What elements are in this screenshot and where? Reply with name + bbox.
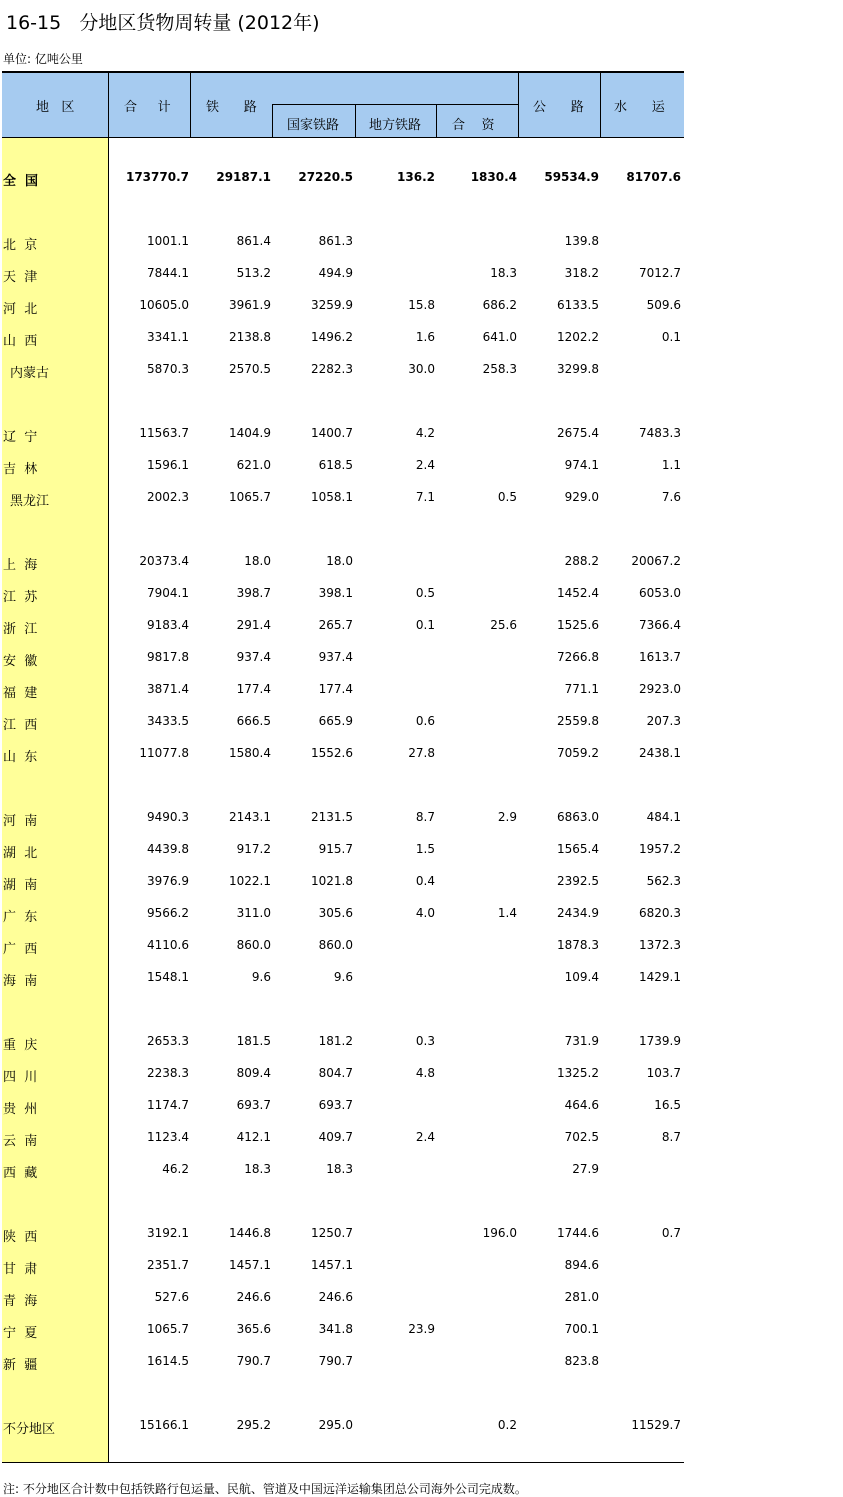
table-row [0, 618, 684, 638]
cell-region: 辽 宁 [3, 430, 38, 445]
cell-rail: 311.0 [236, 906, 271, 920]
cell-water: 7012.7 [639, 266, 681, 280]
table-row [0, 170, 684, 190]
table-row [0, 266, 684, 286]
cell-total: 1001.1 [147, 234, 189, 248]
cell-local-rail: 136.2 [397, 170, 435, 184]
cell-national-rail: 341.8 [318, 1322, 353, 1336]
table-row [0, 746, 684, 766]
cell-road: 1565.4 [557, 842, 599, 856]
cell-total: 15166.1 [139, 1418, 189, 1432]
table-row [0, 330, 684, 350]
cell-total: 9183.4 [147, 618, 189, 632]
table-row [0, 682, 684, 702]
cell-local-rail: 0.3 [415, 1034, 435, 1048]
cell-local-rail: 7.1 [415, 490, 435, 504]
cell-water: 7.6 [661, 490, 681, 504]
cell-rail: 917.2 [236, 842, 271, 856]
cell-water: 2438.1 [639, 746, 681, 760]
cell-road: 1325.2 [557, 1066, 599, 1080]
cell-region: 天 津 [3, 270, 38, 285]
cell-joint: 18.3 [490, 266, 517, 280]
cell-rail: 937.4 [236, 650, 271, 664]
cell-national-rail: 177.4 [318, 682, 353, 696]
cell-rail: 790.7 [236, 1354, 271, 1368]
table-row [0, 1226, 684, 1246]
cell-water: 1739.9 [639, 1034, 681, 1048]
table-row [0, 1066, 684, 1086]
table-row [0, 650, 684, 670]
cell-rail: 809.4 [236, 1066, 271, 1080]
table-row [0, 874, 684, 894]
cell-rail: 9.6 [251, 970, 271, 984]
cell-rail: 291.4 [236, 618, 271, 632]
cell-national-rail: 1496.2 [311, 330, 353, 344]
cell-local-rail: 4.2 [415, 426, 435, 440]
cell-national-rail: 860.0 [318, 938, 353, 952]
cell-total: 7904.1 [147, 586, 189, 600]
cell-water: 207.3 [646, 714, 681, 728]
cell-total: 3871.4 [147, 682, 189, 696]
table-row [0, 1098, 684, 1118]
cell-total: 5870.3 [147, 362, 189, 376]
cell-water: 1613.7 [639, 650, 681, 664]
cell-region: 山 西 [3, 334, 38, 349]
cell-rail: 177.4 [236, 682, 271, 696]
table-bottom-border [2, 1462, 684, 1463]
header-divider [190, 73, 191, 138]
cell-national-rail: 9.6 [333, 970, 353, 984]
cell-national-rail: 1457.1 [311, 1258, 353, 1272]
cell-local-rail: 0.1 [415, 618, 435, 632]
cell-rail: 1022.1 [229, 874, 271, 888]
table-row [0, 970, 684, 990]
header-region: 地 区 [36, 100, 75, 115]
cell-road: 702.5 [564, 1130, 599, 1144]
cell-local-rail: 4.0 [415, 906, 435, 920]
cell-road: 700.1 [564, 1322, 599, 1336]
cell-road: 1878.3 [557, 938, 599, 952]
cell-region: 贵 州 [3, 1102, 38, 1117]
cell-total: 1548.1 [147, 970, 189, 984]
cell-region: 上 海 [3, 558, 38, 573]
table-row [0, 1322, 684, 1342]
cell-rail: 2570.5 [229, 362, 271, 376]
cell-road: 929.0 [564, 490, 599, 504]
cell-rail: 3961.9 [229, 298, 271, 312]
cell-rail: 621.0 [236, 458, 271, 472]
cell-rail: 861.4 [236, 234, 271, 248]
cell-rail: 693.7 [236, 1098, 271, 1112]
cell-national-rail: 937.4 [318, 650, 353, 664]
cell-joint: 1830.4 [470, 170, 517, 184]
cell-joint: 2.9 [497, 810, 517, 824]
cell-local-rail: 2.4 [415, 458, 435, 472]
cell-region: 安 徽 [3, 654, 38, 669]
cell-region: 甘 肃 [3, 1262, 38, 1277]
table-row [0, 554, 684, 574]
cell-water: 6053.0 [639, 586, 681, 600]
cell-region: 全 国 [3, 174, 39, 189]
cell-water: 0.7 [661, 1226, 681, 1240]
header-total: 合 计 [124, 100, 171, 115]
cell-rail: 1404.9 [229, 426, 271, 440]
cell-road: 2392.5 [557, 874, 599, 888]
cell-joint: 25.6 [490, 618, 517, 632]
cell-region: 西 藏 [3, 1166, 38, 1181]
cell-local-rail: 0.6 [415, 714, 435, 728]
cell-joint: 686.2 [482, 298, 517, 312]
cell-road: 139.8 [564, 234, 599, 248]
table-row [0, 906, 684, 926]
cell-national-rail: 409.7 [318, 1130, 353, 1144]
cell-national-rail: 295.0 [318, 1418, 353, 1432]
cell-national-rail: 18.3 [326, 1162, 353, 1176]
table-row [0, 842, 684, 862]
cell-local-rail: 23.9 [408, 1322, 435, 1336]
cell-rail: 295.2 [236, 1418, 271, 1432]
table-row [0, 362, 684, 382]
table-row [0, 234, 684, 254]
cell-road: 288.2 [564, 554, 599, 568]
cell-region: 黑龙江 [10, 494, 50, 509]
cell-rail: 666.5 [236, 714, 271, 728]
cell-water: 7483.3 [639, 426, 681, 440]
cell-local-rail: 2.4 [415, 1130, 435, 1144]
page-title: 16-15 分地区货物周转量 (2012年) [6, 12, 320, 34]
header-divider [436, 104, 437, 138]
cell-joint: 641.0 [482, 330, 517, 344]
cell-total: 2653.3 [147, 1034, 189, 1048]
cell-total: 10605.0 [139, 298, 189, 312]
cell-rail: 18.3 [244, 1162, 271, 1176]
table-row [0, 298, 684, 318]
cell-total: 1596.1 [147, 458, 189, 472]
cell-total: 2002.3 [147, 490, 189, 504]
cell-region: 江 苏 [3, 590, 38, 605]
cell-road: 1202.2 [557, 330, 599, 344]
cell-water: 1429.1 [639, 970, 681, 984]
cell-national-rail: 665.9 [318, 714, 353, 728]
cell-region: 四 川 [3, 1070, 38, 1085]
cell-region: 浙 江 [3, 622, 38, 637]
cell-total: 4110.6 [147, 938, 189, 952]
cell-total: 3433.5 [147, 714, 189, 728]
cell-region: 江 西 [3, 718, 38, 733]
cell-local-rail: 0.4 [415, 874, 435, 888]
header-joint: 合 资 [452, 118, 495, 133]
cell-region: 陕 西 [3, 1230, 38, 1245]
cell-local-rail: 4.8 [415, 1066, 435, 1080]
cell-region: 不分地区 [3, 1422, 56, 1437]
cell-national-rail: 1250.7 [311, 1226, 353, 1240]
cell-total: 20373.4 [139, 554, 189, 568]
cell-total: 9566.2 [147, 906, 189, 920]
table-row [0, 1354, 684, 1374]
footnote: 注: 不分地区合计数中包括铁路行包运量、民航、管道及中国远洋运输集团总公司海外公司完成数。 [3, 1482, 527, 1496]
header-water: 水 运 [614, 100, 665, 115]
cell-region: 内蒙古 [10, 366, 50, 381]
cell-region: 宁 夏 [3, 1326, 38, 1341]
cell-total: 3341.1 [147, 330, 189, 344]
cell-total: 1174.7 [147, 1098, 189, 1112]
cell-total: 1614.5 [147, 1354, 189, 1368]
cell-national-rail: 804.7 [318, 1066, 353, 1080]
cell-road: 6863.0 [557, 810, 599, 824]
cell-water: 1372.3 [639, 938, 681, 952]
cell-water: 2923.0 [639, 682, 681, 696]
cell-total: 9817.8 [147, 650, 189, 664]
table-row [0, 938, 684, 958]
cell-rail: 2138.8 [229, 330, 271, 344]
table-row [0, 426, 684, 446]
unit-label: 单位: 亿吨公里 [3, 52, 83, 66]
cell-total: 9490.3 [147, 810, 189, 824]
header-national-rail: 国家铁路 [287, 118, 340, 133]
cell-road: 6133.5 [557, 298, 599, 312]
cell-total: 4439.8 [147, 842, 189, 856]
cell-water: 1.1 [661, 458, 681, 472]
table-row [0, 458, 684, 478]
cell-rail: 412.1 [236, 1130, 271, 1144]
cell-region: 湖 北 [3, 846, 38, 861]
table-row [0, 490, 684, 510]
header-rail: 铁 路 [206, 100, 257, 115]
table-row [0, 1418, 684, 1438]
cell-region: 河 南 [3, 814, 38, 829]
cell-water: 8.7 [661, 1130, 681, 1144]
cell-local-rail: 0.5 [415, 586, 435, 600]
cell-water: 16.5 [654, 1098, 681, 1112]
cell-region: 北 京 [3, 238, 38, 253]
header-divider [272, 104, 273, 138]
table-row [0, 586, 684, 606]
cell-national-rail: 1552.6 [311, 746, 353, 760]
cell-joint: 0.5 [497, 490, 517, 504]
cell-water: 562.3 [646, 874, 681, 888]
cell-national-rail: 3259.9 [311, 298, 353, 312]
cell-road: 2675.4 [557, 426, 599, 440]
cell-national-rail: 2131.5 [311, 810, 353, 824]
cell-rail: 181.5 [236, 1034, 271, 1048]
cell-national-rail: 861.3 [318, 234, 353, 248]
cell-water: 1957.2 [639, 842, 681, 856]
cell-national-rail: 618.5 [318, 458, 353, 472]
cell-rail: 398.7 [236, 586, 271, 600]
cell-water: 484.1 [646, 810, 681, 824]
cell-rail: 246.6 [236, 1290, 271, 1304]
cell-region: 河 北 [3, 302, 38, 317]
cell-rail: 1580.4 [229, 746, 271, 760]
cell-national-rail: 18.0 [326, 554, 353, 568]
cell-total: 7844.1 [147, 266, 189, 280]
cell-road: 894.6 [564, 1258, 599, 1272]
cell-joint: 258.3 [482, 362, 517, 376]
table-row [0, 1034, 684, 1054]
header-divider [518, 73, 519, 138]
cell-road: 731.9 [564, 1034, 599, 1048]
cell-water: 81707.6 [626, 170, 681, 184]
cell-water: 0.1 [661, 330, 681, 344]
cell-road: 109.4 [564, 970, 599, 984]
cell-joint: 1.4 [497, 906, 517, 920]
cell-national-rail: 305.6 [318, 906, 353, 920]
cell-water: 509.6 [646, 298, 681, 312]
table-row [0, 810, 684, 830]
cell-road: 771.1 [564, 682, 599, 696]
cell-local-rail: 1.6 [415, 330, 435, 344]
cell-rail: 1065.7 [229, 490, 271, 504]
cell-water: 7366.4 [639, 618, 681, 632]
cell-local-rail: 30.0 [408, 362, 435, 376]
cell-joint: 196.0 [482, 1226, 517, 1240]
cell-rail: 1457.1 [229, 1258, 271, 1272]
cell-national-rail: 27220.5 [298, 170, 353, 184]
cell-rail: 860.0 [236, 938, 271, 952]
cell-road: 27.9 [572, 1162, 599, 1176]
cell-road: 2434.9 [557, 906, 599, 920]
cell-region: 山 东 [3, 750, 38, 765]
cell-local-rail: 15.8 [408, 298, 435, 312]
cell-rail: 18.0 [244, 554, 271, 568]
cell-region: 湖 南 [3, 878, 38, 893]
cell-road: 464.6 [564, 1098, 599, 1112]
table-row [0, 1290, 684, 1310]
cell-region: 青 海 [3, 1294, 38, 1309]
cell-road: 7266.8 [557, 650, 599, 664]
cell-national-rail: 181.2 [318, 1034, 353, 1048]
cell-national-rail: 1400.7 [311, 426, 353, 440]
cell-road: 7059.2 [557, 746, 599, 760]
cell-water: 6820.3 [639, 906, 681, 920]
cell-region: 新 疆 [3, 1358, 38, 1373]
cell-road: 59534.9 [544, 170, 599, 184]
cell-road: 281.0 [564, 1290, 599, 1304]
cell-total: 173770.7 [125, 170, 189, 184]
header-divider [272, 104, 518, 105]
cell-national-rail: 915.7 [318, 842, 353, 856]
cell-national-rail: 1021.8 [311, 874, 353, 888]
cell-local-rail: 1.5 [415, 842, 435, 856]
cell-national-rail: 790.7 [318, 1354, 353, 1368]
cell-region: 云 南 [3, 1134, 38, 1149]
cell-national-rail: 494.9 [318, 266, 353, 280]
cell-road: 318.2 [564, 266, 599, 280]
cell-rail: 365.6 [236, 1322, 271, 1336]
cell-road: 1744.6 [557, 1226, 599, 1240]
cell-road: 823.8 [564, 1354, 599, 1368]
cell-water: 103.7 [646, 1066, 681, 1080]
cell-total: 2238.3 [147, 1066, 189, 1080]
cell-road: 2559.8 [557, 714, 599, 728]
table-row [0, 1258, 684, 1278]
cell-road: 1525.6 [557, 618, 599, 632]
cell-total: 1065.7 [147, 1322, 189, 1336]
cell-rail: 1446.8 [229, 1226, 271, 1240]
cell-total: 1123.4 [147, 1130, 189, 1144]
cell-road: 1452.4 [557, 586, 599, 600]
cell-rail: 29187.1 [216, 170, 271, 184]
cell-total: 46.2 [162, 1162, 189, 1176]
cell-road: 974.1 [564, 458, 599, 472]
cell-local-rail: 8.7 [415, 810, 435, 824]
cell-local-rail: 27.8 [408, 746, 435, 760]
cell-total: 11563.7 [139, 426, 189, 440]
cell-joint: 0.2 [497, 1418, 517, 1432]
cell-region: 福 建 [3, 686, 38, 701]
cell-road: 3299.8 [557, 362, 599, 376]
header-road: 公 路 [533, 100, 584, 115]
header-divider [355, 104, 356, 138]
header-local-rail: 地方铁路 [369, 118, 422, 133]
cell-national-rail: 2282.3 [311, 362, 353, 376]
cell-region: 海 南 [3, 974, 38, 989]
cell-total: 2351.7 [147, 1258, 189, 1272]
cell-region: 广 西 [3, 942, 38, 957]
cell-total: 11077.8 [139, 746, 189, 760]
table-row [0, 714, 684, 734]
cell-rail: 2143.1 [229, 810, 271, 824]
cell-national-rail: 246.6 [318, 1290, 353, 1304]
cell-region: 重 庆 [3, 1038, 38, 1053]
cell-total: 527.6 [154, 1290, 189, 1304]
cell-water: 20067.2 [631, 554, 681, 568]
cell-region: 吉 林 [3, 462, 38, 477]
cell-national-rail: 265.7 [318, 618, 353, 632]
header-divider [600, 73, 601, 138]
cell-national-rail: 398.1 [318, 586, 353, 600]
cell-national-rail: 1058.1 [311, 490, 353, 504]
table-row [0, 1130, 684, 1150]
cell-national-rail: 693.7 [318, 1098, 353, 1112]
cell-water: 11529.7 [631, 1418, 681, 1432]
table-row [0, 1162, 684, 1182]
cell-rail: 513.2 [236, 266, 271, 280]
cell-total: 3192.1 [147, 1226, 189, 1240]
cell-region: 广 东 [3, 910, 38, 925]
cell-total: 3976.9 [147, 874, 189, 888]
